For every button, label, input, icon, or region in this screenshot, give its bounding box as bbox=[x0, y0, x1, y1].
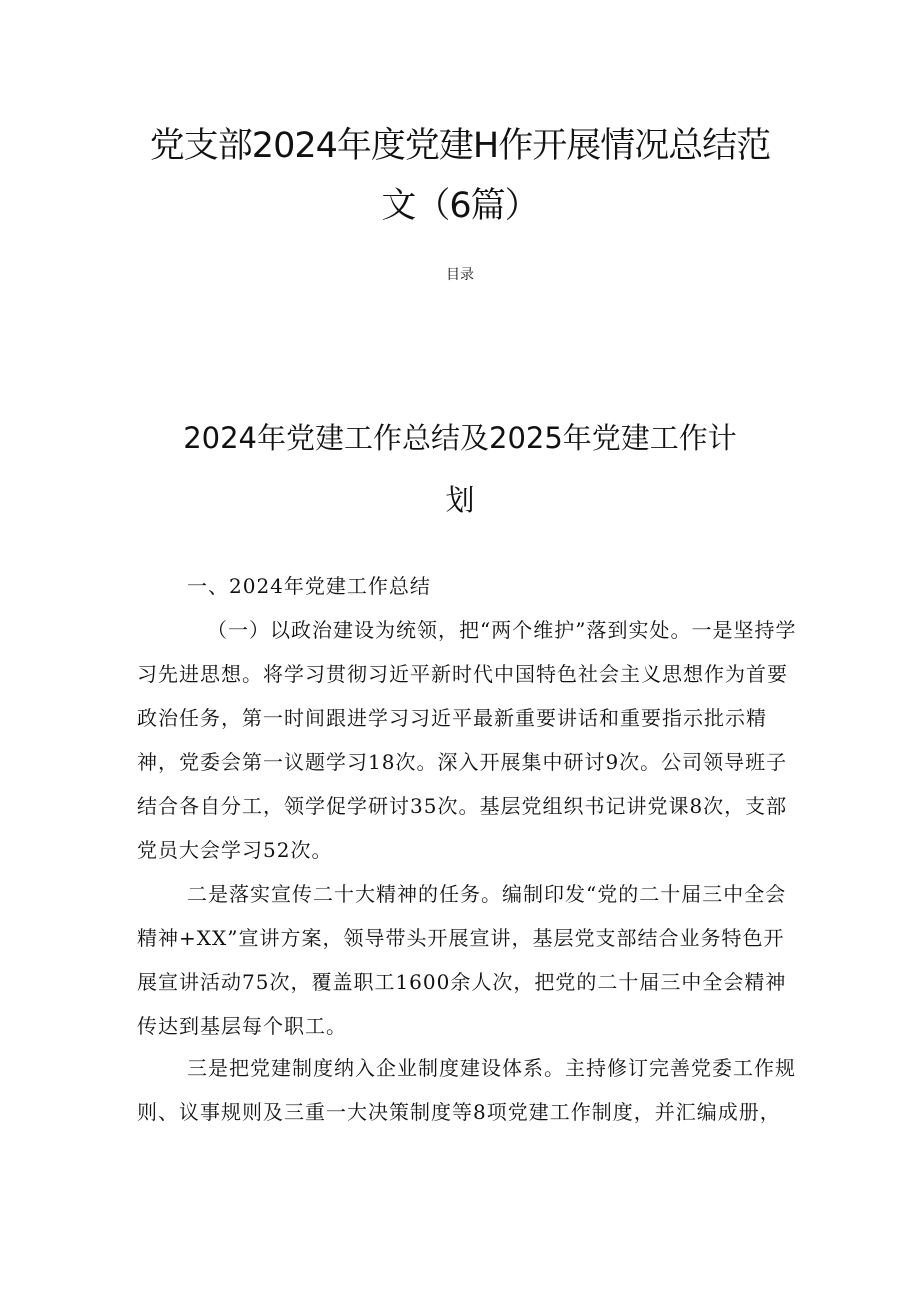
article-title-line-2: 划 bbox=[445, 483, 475, 517]
document-title-line-1: 党支部2024年度党建H作开展情况总结范 bbox=[149, 126, 771, 166]
body-paragraph-1: （一）以政治建设为统领，把“两个维护”落到实处。一是坚持学习先进思想。将学习贯彻习近平新时代中国特色社会主义思想作为首要政治任务，第一时间跟进学习习近平最新重要讲话和重要指示批示精神，党委会第一议题学习18次。深入开展集中研讨9次。公司领导班子结合各自分工，领学促学研讨35次。基层党组织书记讲党课8次，支部党员大会学习52次。 bbox=[137, 618, 797, 862]
body-paragraph-2: 二是落实宣传二十大精神的任务。编制印发“党的二十届三中全会精神+XX”宣讲方案，领导带头开展宣讲，基层党支部结合业务特色开展宣讲活动75次，覆盖职工1600余人次，把党的二十届三中全会精神传达到基层每个职工。 bbox=[137, 882, 787, 1038]
document-title-line-2: 文（6篇） bbox=[381, 186, 539, 226]
table-of-contents-label: 目录 bbox=[446, 267, 474, 283]
body-paragraph-3: 三是把党建制度纳入企业制度建设体系。主持修订完善党委工作规则、议事规则及三重一大决策制度等8项党建工作制度，并汇编成册， bbox=[137, 1056, 796, 1124]
section-heading: 一、2024年党建工作总结 bbox=[187, 574, 431, 598]
article-title-line-1: 2024年党建工作总结及2025年党建工作计 bbox=[183, 421, 737, 455]
